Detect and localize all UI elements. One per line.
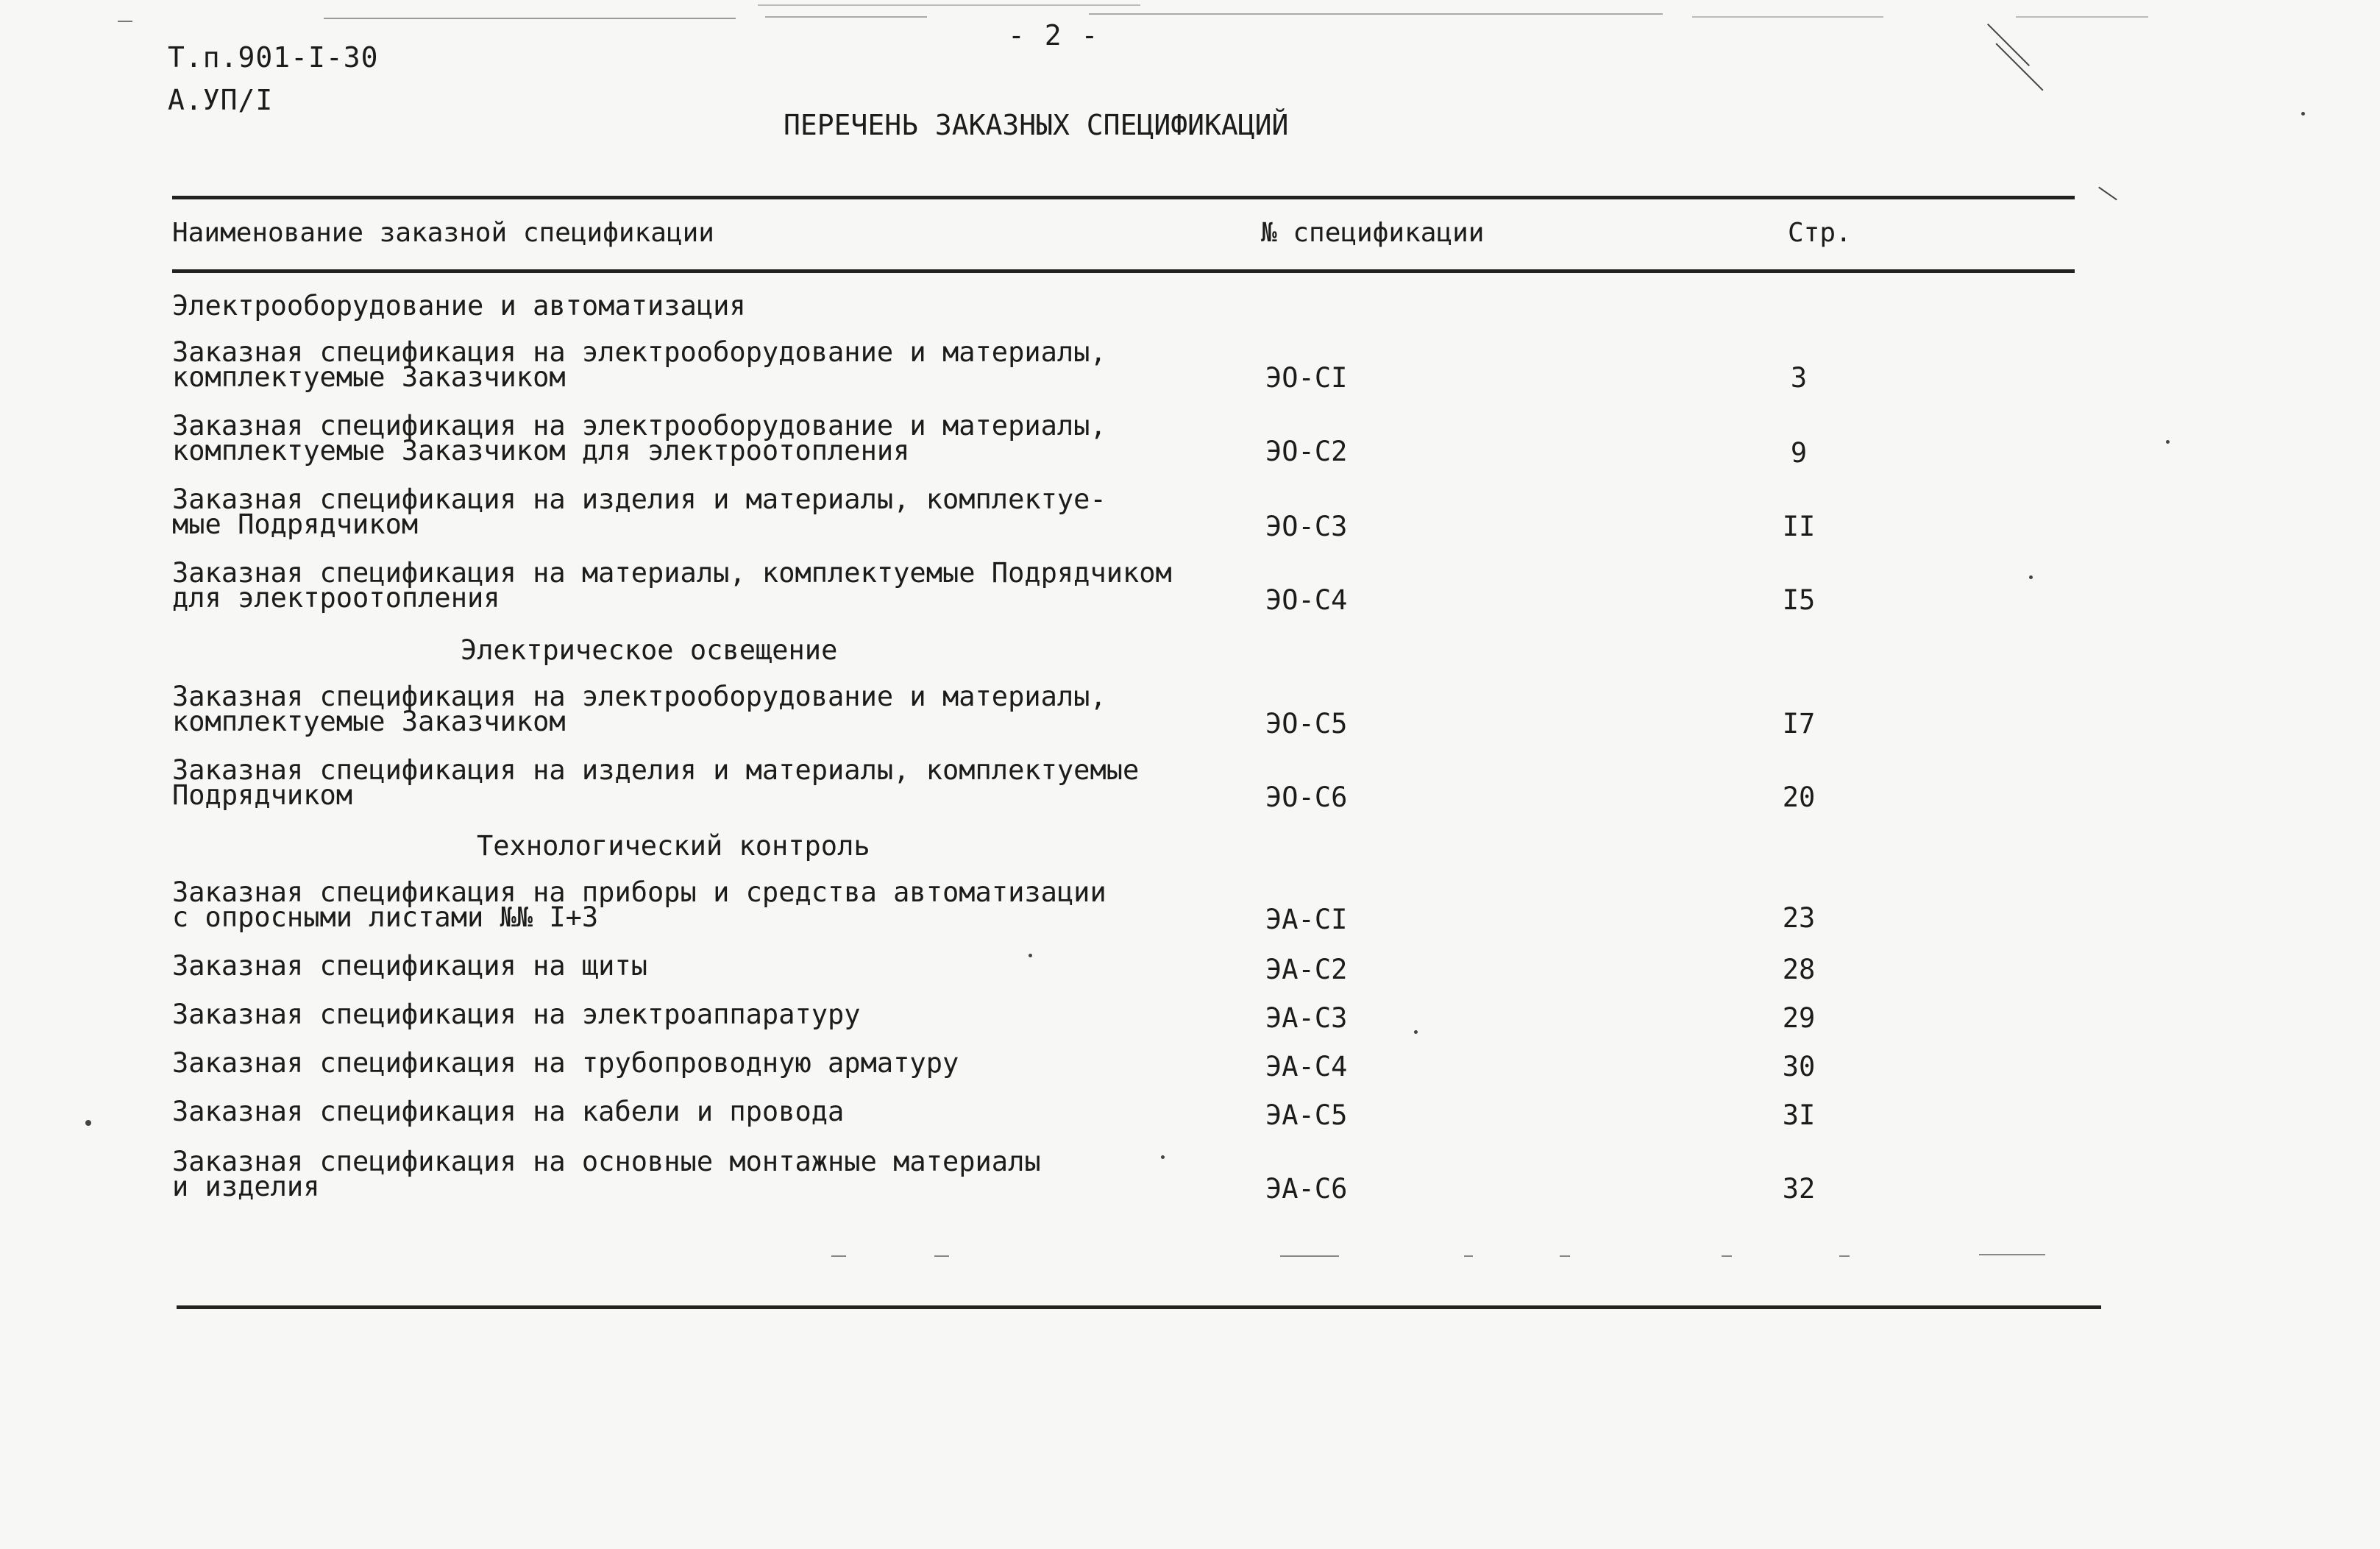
- row-name: Заказная спецификация на основные монтажные материалы и изделия: [172, 1146, 1041, 1202]
- scan-artifact: [1560, 1255, 1570, 1257]
- scan-artifact: [831, 1255, 846, 1257]
- row-spec-number: ЭА-С4: [1265, 1051, 1348, 1082]
- row-name: Заказная спецификация на изделия и материалы, комплектуемые Подрядчиком: [172, 754, 1140, 811]
- page-title: ПЕРЕЧЕНЬ ЗАКАЗНЫХ СПЕЦИФИКАЦИЙ: [784, 109, 1289, 141]
- row-spec-number: ЭА-С2: [1265, 954, 1348, 985]
- scan-artifact: [2016, 16, 2148, 18]
- scan-artifact: [118, 21, 132, 22]
- row-name: Заказная спецификация на электрооборудование и материалы, комплектуемые Заказчиком: [172, 681, 1106, 737]
- header-spec-number: № спецификации: [1261, 218, 1485, 248]
- page-number: - 2 -: [1008, 19, 1100, 52]
- header-page: Стр.: [1788, 218, 1852, 248]
- scan-artifact: [324, 18, 736, 19]
- row-spec-number: ЭА-СI: [1265, 904, 1348, 935]
- row-page: 32: [1782, 1173, 1816, 1205]
- row-name: Заказная спецификация на электрооборудование и материалы, комплектуемые Заказчиком: [172, 336, 1106, 393]
- scan-artifact: [1280, 1255, 1339, 1257]
- row-spec-number: ЭО-С4: [1265, 584, 1348, 616]
- section-heading: Электрическое освещение: [461, 634, 838, 666]
- row-name: Заказная спецификация на электроаппаратуру: [172, 999, 861, 1030]
- scan-speck: [85, 1120, 91, 1126]
- scan-artifact: [1995, 43, 2043, 91]
- row-page: I7: [1782, 708, 1816, 740]
- scan-speck: [1029, 954, 1032, 957]
- row-page: 29: [1782, 1002, 1816, 1034]
- row-spec-number: ЭО-С2: [1265, 436, 1348, 467]
- row-page: II: [1782, 511, 1816, 542]
- scan-artifact: [1692, 16, 1883, 18]
- row-name: Заказная спецификация на электрооборудование и материалы, комплектуемые Заказчиком для электроотопления: [172, 410, 1106, 467]
- row-page: 28: [1782, 954, 1816, 985]
- row-spec-number: ЭА-С3: [1265, 1002, 1348, 1034]
- document-code: Т.п.901-I-30: [168, 41, 379, 74]
- scan-speck: [2029, 575, 2033, 579]
- row-spec-number: ЭА-С6: [1265, 1173, 1348, 1205]
- table-header-rule: [172, 269, 2075, 273]
- row-page: 20: [1782, 781, 1816, 813]
- row-spec-number: ЭО-СI: [1265, 362, 1348, 394]
- row-name: Заказная спецификация на трубопроводную арматуру: [172, 1047, 959, 1079]
- row-spec-number: ЭО-С5: [1265, 708, 1348, 740]
- scan-artifact: [1839, 1255, 1850, 1257]
- row-spec-number: ЭА-С5: [1265, 1099, 1348, 1131]
- row-page: 3: [1790, 362, 1808, 394]
- scan-artifact: [1987, 24, 2030, 66]
- scan-artifact: [1979, 1254, 2045, 1255]
- scan-speck: [1161, 1155, 1165, 1159]
- row-page: 9: [1790, 437, 1808, 469]
- scan-artifact: [934, 1255, 949, 1257]
- scan-artifact: [1089, 13, 1663, 15]
- row-page: 30: [1782, 1051, 1816, 1082]
- row-name: Заказная спецификация на приборы и средства автоматизации с опросными листами №№ I+3: [172, 876, 1106, 933]
- table-top-rule: [172, 196, 2075, 199]
- row-name: Заказная спецификация на изделия и материалы, комплектуе- мые Подрядчиком: [172, 483, 1106, 540]
- header-name: Наименование заказной спецификации: [172, 218, 714, 248]
- row-spec-number: ЭО-С6: [1265, 781, 1348, 813]
- scan-speck: [1414, 1030, 1418, 1034]
- scan-artifact: [765, 16, 927, 18]
- row-name: Заказная спецификация на кабели и провода: [172, 1096, 845, 1127]
- scan-artifact: [2098, 187, 2117, 201]
- scan-artifact: [1722, 1255, 1732, 1257]
- section-heading: Технологический контроль: [477, 830, 870, 862]
- scan-speck: [2166, 440, 2170, 444]
- row-page: I5: [1782, 584, 1816, 616]
- section-heading: Электрооборудование и автоматизация: [172, 290, 746, 322]
- row-page: 23: [1782, 902, 1816, 934]
- scan-speck: [2301, 112, 2305, 116]
- row-page: 3I: [1782, 1099, 1816, 1131]
- row-name: Заказная спецификация на щиты: [172, 950, 648, 982]
- table-bottom-rule: [177, 1305, 2101, 1309]
- scan-artifact: [758, 4, 1140, 6]
- scan-artifact: [1464, 1255, 1473, 1257]
- sheet-code: А.УП/I: [168, 84, 274, 116]
- row-spec-number: ЭО-С3: [1265, 511, 1348, 542]
- row-name: Заказная спецификация на материалы, комплектуемые Подрядчиком для электроотопления: [172, 557, 1172, 614]
